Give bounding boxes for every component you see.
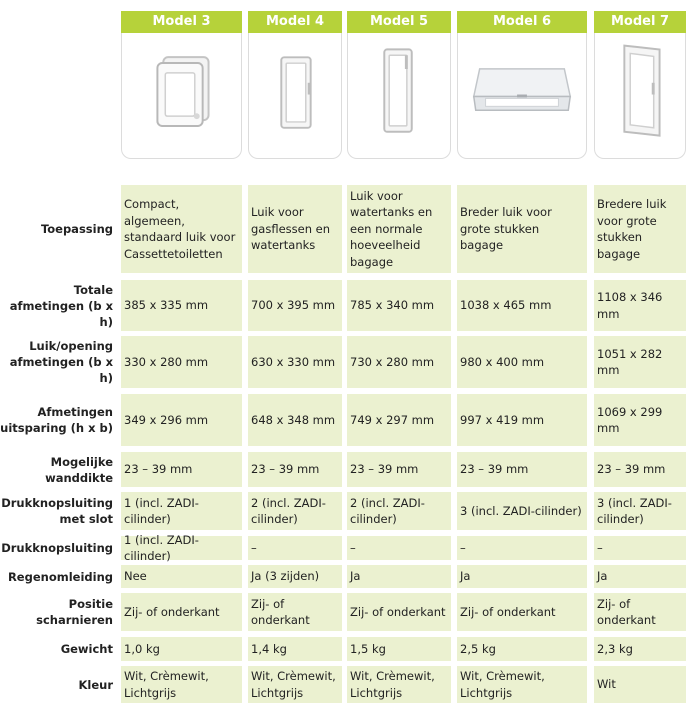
cell-luik-opening-afmetingen-b-x-h-model-3 bbox=[121, 336, 242, 388]
cell-value: 23 – 39 mm bbox=[597, 462, 666, 477]
cell-drukknopsluiting-met-slot-model-5 bbox=[347, 492, 451, 530]
cell-drukknopsluiting-model-6 bbox=[457, 536, 587, 560]
row-label-afmetingen-uitsparing-h-x-b: Afmetingen uitsparing (h x b) bbox=[0, 405, 113, 435]
cell-toepassing-model-4 bbox=[248, 185, 342, 273]
cell-value: Wit, Crèmewit, Lichtgrijs bbox=[460, 669, 545, 700]
cell-mogelijke-wanddikte-model-3 bbox=[121, 452, 242, 487]
cell-drukknopsluiting-model-3 bbox=[121, 532, 242, 563]
cell-positie-scharnieren-model-5 bbox=[347, 593, 451, 631]
row-label-drukknopsluiting: Drukknopsluiting bbox=[1, 541, 113, 555]
cell-value: 1108 x 346 mm bbox=[597, 290, 663, 321]
cell-mogelijke-wanddikte-model-5 bbox=[347, 452, 451, 487]
cell-value: Compact, algemeen, standaard luik voor Cassettetoiletten bbox=[124, 197, 236, 261]
cell-gewicht-model-3 bbox=[121, 637, 242, 661]
cell-value: 23 – 39 mm bbox=[251, 462, 320, 477]
cell-luik-opening-afmetingen-b-x-h-model-4 bbox=[248, 336, 342, 388]
cell-value: Ja (3 zijden) bbox=[251, 569, 320, 584]
cell-value: – bbox=[460, 540, 466, 555]
cell-totale-afmetingen-b-x-h-model-6 bbox=[457, 280, 587, 331]
cell-value: Zij- of onderkant bbox=[251, 596, 310, 627]
cell-drukknopsluiting-model-4 bbox=[248, 536, 342, 560]
cell-value: 23 – 39 mm bbox=[124, 462, 193, 477]
cell-kleur-model-6 bbox=[457, 666, 587, 703]
cell-luik-opening-afmetingen-b-x-h-model-6 bbox=[457, 336, 587, 388]
cell-toepassing-model-7 bbox=[594, 185, 686, 273]
cell-afmetingen-uitsparing-h-x-b-model-6 bbox=[457, 394, 587, 446]
row-label-totale-afmetingen-b-x-h: Totale afmetingen (b x h) bbox=[9, 282, 113, 329]
cell-afmetingen-uitsparing-h-x-b-model-7 bbox=[594, 394, 686, 446]
cell-value: 23 – 39 mm bbox=[460, 462, 529, 477]
cell-value: – bbox=[597, 540, 603, 555]
image-model-7 bbox=[594, 33, 686, 159]
image-model-6 bbox=[457, 33, 587, 159]
cell-kleur-model-4 bbox=[248, 666, 342, 703]
cell-drukknopsluiting-met-slot-model-7 bbox=[594, 492, 686, 530]
cell-value: 3 (incl. ZADI-cilinder) bbox=[460, 503, 582, 518]
row-label-drukknopsluiting-met-slot: Drukknopsluiting met slot bbox=[1, 496, 113, 526]
row-label-regenomleiding: Regenomleiding bbox=[7, 569, 113, 584]
hatch-model-4-picture bbox=[249, 33, 341, 158]
hatch-model-3-picture bbox=[122, 33, 241, 158]
header-model-5: Model 5 bbox=[347, 11, 451, 33]
header-model-6: Model 6 bbox=[457, 11, 587, 33]
cell-value: Wit, Crèmewit, Lichtgrijs bbox=[350, 669, 435, 700]
cell-value: 1051 x 282 mm bbox=[597, 346, 663, 377]
cell-regenomleiding-model-6 bbox=[457, 565, 587, 588]
cell-value: Ja bbox=[350, 569, 361, 584]
row-label-toepassing: Toepassing bbox=[40, 222, 113, 236]
cell-value: 349 x 296 mm bbox=[124, 412, 209, 427]
cell-value: 997 x 419 mm bbox=[460, 412, 545, 427]
cell-drukknopsluiting-met-slot-model-4 bbox=[248, 492, 342, 530]
cell-regenomleiding-model-3 bbox=[121, 565, 242, 588]
cell-value: 385 x 335 mm bbox=[124, 298, 209, 313]
cell-gewicht-model-5 bbox=[347, 637, 451, 661]
cell-value: Wit, Crèmewit, Lichtgrijs bbox=[124, 669, 209, 700]
cell-regenomleiding-model-4 bbox=[248, 565, 342, 588]
cell-afmetingen-uitsparing-h-x-b-model-5 bbox=[347, 394, 451, 446]
header-model-4: Model 4 bbox=[248, 11, 342, 33]
cell-afmetingen-uitsparing-h-x-b-model-3 bbox=[121, 394, 242, 446]
cell-value: 630 x 330 mm bbox=[251, 354, 336, 369]
cell-value: Ja bbox=[460, 569, 471, 584]
row-label-mogelijke-wanddikte: Mogelijke wanddikte bbox=[45, 454, 113, 485]
header-model-7: Model 7 bbox=[594, 11, 686, 33]
cell-value: 3 (incl. ZADI-cilinder) bbox=[597, 495, 672, 526]
cell-value: Bredere luik voor grote stukken bagage bbox=[597, 197, 667, 261]
cell-value: Luik voor gasflessen en watertanks bbox=[251, 205, 331, 253]
row-label-positie-scharnieren: Positie scharnieren bbox=[36, 597, 113, 627]
cell-totale-afmetingen-b-x-h-model-4 bbox=[248, 280, 342, 331]
cell-value: 730 x 280 mm bbox=[350, 354, 435, 369]
cell-regenomleiding-model-7 bbox=[594, 565, 686, 588]
cell-luik-opening-afmetingen-b-x-h-model-7 bbox=[594, 336, 686, 388]
cell-mogelijke-wanddikte-model-4 bbox=[248, 452, 342, 487]
cell-value: – bbox=[350, 540, 356, 555]
cell-kleur-model-7 bbox=[594, 666, 686, 703]
cell-value: Ja bbox=[597, 569, 608, 584]
cell-mogelijke-wanddikte-model-6 bbox=[457, 452, 587, 487]
cell-totale-afmetingen-b-x-h-model-3 bbox=[121, 280, 242, 331]
hatch-model-7-picture bbox=[595, 33, 685, 158]
cell-value: 1,0 kg bbox=[124, 641, 160, 656]
cell-drukknopsluiting-met-slot-model-3 bbox=[121, 492, 242, 530]
cell-afmetingen-uitsparing-h-x-b-model-4 bbox=[248, 394, 342, 446]
hatch-model-6-picture bbox=[458, 33, 586, 158]
cell-gewicht-model-4 bbox=[248, 637, 342, 661]
cell-value: 1,4 kg bbox=[251, 641, 287, 656]
cell-value: Wit, Crèmewit, Lichtgrijs bbox=[251, 669, 336, 700]
row-label-luik-opening-afmetingen-b-x-h: Luik/opening afmetingen (b x h) bbox=[9, 339, 113, 385]
cell-totale-afmetingen-b-x-h-model-7 bbox=[594, 280, 686, 331]
image-model-4 bbox=[248, 33, 342, 159]
header-model-3: Model 3 bbox=[121, 11, 242, 33]
cell-toepassing-model-3 bbox=[121, 185, 242, 273]
cell-value: 2 (incl. ZADI-cilinder) bbox=[251, 495, 326, 526]
row-label-gewicht: Gewicht bbox=[60, 642, 113, 656]
cell-value: 1,5 kg bbox=[350, 641, 386, 656]
cell-luik-opening-afmetingen-b-x-h-model-5 bbox=[347, 336, 451, 388]
cell-kleur-model-5 bbox=[347, 666, 451, 703]
cell-value: 1038 x 465 mm bbox=[460, 298, 552, 313]
cell-value: 2,3 kg bbox=[597, 641, 633, 656]
cell-drukknopsluiting-model-7 bbox=[594, 536, 686, 560]
cell-toepassing-model-5 bbox=[347, 185, 451, 273]
image-model-5 bbox=[347, 33, 451, 159]
cell-value: 1069 x 299 mm bbox=[597, 404, 663, 435]
cell-value: Zij- of onderkant bbox=[597, 596, 656, 627]
cell-value: Zij- of onderkant bbox=[460, 604, 556, 619]
cell-value: 980 x 400 mm bbox=[460, 354, 545, 369]
hatch-model-5-picture bbox=[348, 33, 450, 158]
cell-positie-scharnieren-model-3 bbox=[121, 593, 242, 631]
cell-value: 648 x 348 mm bbox=[251, 412, 336, 427]
cell-value: Breder luik voor grote stukken bagage bbox=[460, 205, 552, 253]
cell-value: 1 (incl. ZADI-cilinder) bbox=[124, 532, 199, 563]
cell-kleur-model-3 bbox=[121, 666, 242, 703]
cell-value: 23 – 39 mm bbox=[350, 462, 419, 477]
cell-toepassing-model-6 bbox=[457, 185, 587, 273]
cell-drukknopsluiting-met-slot-model-6 bbox=[457, 492, 587, 530]
cell-regenomleiding-model-5 bbox=[347, 565, 451, 588]
cell-value: 2 (incl. ZADI-cilinder) bbox=[350, 495, 425, 526]
cell-value: 749 x 297 mm bbox=[350, 412, 435, 427]
cell-value: 1 (incl. ZADI-cilinder) bbox=[124, 495, 199, 526]
cell-value: – bbox=[251, 540, 257, 555]
cell-drukknopsluiting-model-5 bbox=[347, 536, 451, 560]
cell-value: Luik voor watertanks en een normale hoeveelheid bagage bbox=[350, 188, 433, 269]
image-model-3 bbox=[121, 33, 242, 159]
cell-gewicht-model-7 bbox=[594, 637, 686, 661]
row-label-kleur: Kleur bbox=[78, 677, 113, 692]
cell-value: 2,5 kg bbox=[460, 641, 496, 656]
cell-value: 700 x 395 mm bbox=[251, 298, 336, 313]
cell-value: Zij- of onderkant bbox=[124, 604, 220, 619]
cell-value: Nee bbox=[124, 569, 147, 584]
cell-gewicht-model-6 bbox=[457, 637, 587, 661]
cell-value: Wit bbox=[597, 677, 616, 692]
cell-positie-scharnieren-model-7 bbox=[594, 593, 686, 631]
cell-value: 785 x 340 mm bbox=[350, 298, 435, 313]
cell-positie-scharnieren-model-6 bbox=[457, 593, 587, 631]
cell-totale-afmetingen-b-x-h-model-5 bbox=[347, 280, 451, 331]
cell-value: Zij- of onderkant bbox=[350, 604, 446, 619]
cell-mogelijke-wanddikte-model-7 bbox=[594, 452, 686, 487]
cell-value: 330 x 280 mm bbox=[124, 354, 209, 369]
cell-positie-scharnieren-model-4 bbox=[248, 593, 342, 631]
